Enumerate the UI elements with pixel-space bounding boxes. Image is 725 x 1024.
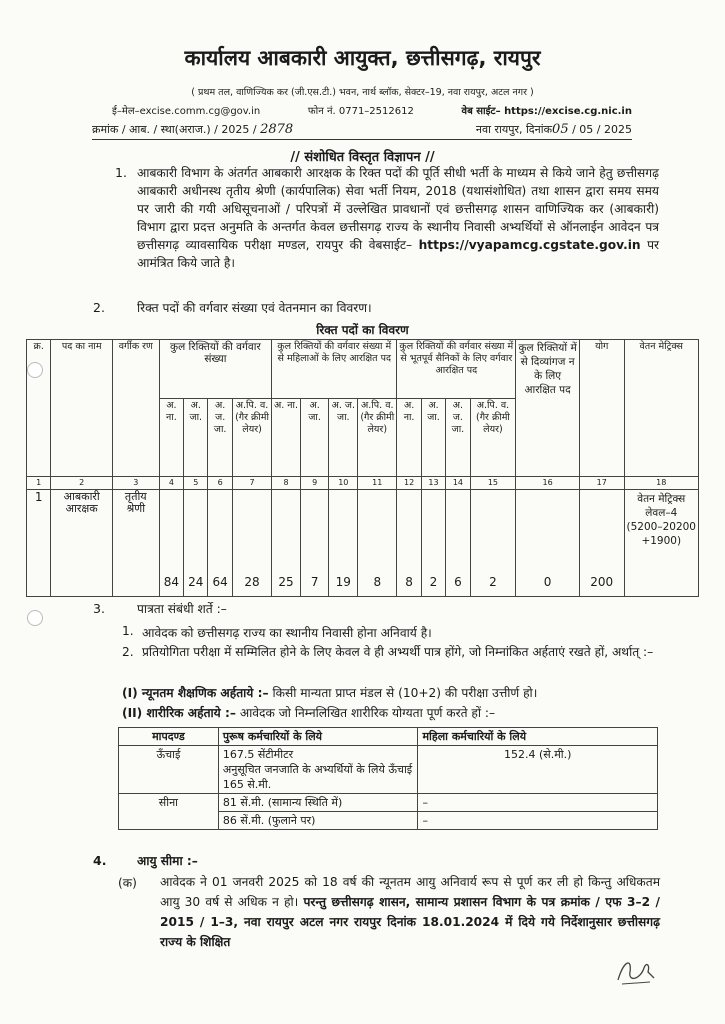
height-male-value: 167.5 सेंटीमीटर (222, 748, 294, 761)
para4-sub-label: (क) (118, 876, 137, 890)
signature-icon (610, 950, 660, 990)
row-divyang: 0 (516, 490, 580, 597)
punch-hole (27, 610, 43, 626)
subheader-ajja: अ. ज. जा. (329, 399, 358, 477)
subheader-aja: अ. जा. (421, 399, 445, 477)
date-handwritten-day: 05 (552, 122, 569, 137)
para3-item1-text: आवेदक को छत्तीसगढ़ राज्य का स्थानीय निवासी होना अनिवार्य है। (142, 626, 432, 640)
header-total: कुल रिक्तियों की वर्गवार संख्या (159, 340, 271, 399)
column-number-cell: 6 (208, 477, 232, 490)
row-exsm-ana: 8 (397, 490, 421, 597)
para2-text: रिक्त पदों की वर्गवार संख्या एवं वेतनमान का विवरण। (137, 301, 372, 315)
column-number-cell: 10 (329, 477, 358, 490)
row-women-ana: 25 (272, 490, 301, 597)
vacancy-table (26, 339, 699, 597)
column-number-cell: 13 (421, 477, 445, 490)
column-number-cell: 4 (159, 477, 183, 490)
column-number-cell: 16 (516, 477, 580, 490)
header-post: पद का नाम (51, 340, 113, 477)
height-female: 152.4 (से.मी.) (418, 746, 658, 794)
subheader-obc: अ.पि. व. (गैर क्रीमी लेयर) (358, 399, 397, 477)
para3-item2-text: प्रतियोगिता परीक्षा में सम्मिलित होने के लिए केवल वे ही अभ्यर्थी पात्र होंगे, जो निम्नांकित अर्हताएं रखते हों, अर्थात् :– (142, 645, 654, 659)
para1-number: 1. (115, 165, 127, 180)
para1-body: आबकारी विभाग के अंतर्गत आबकारी आरक्षक के रिक्त पदों की पूर्ति सीधी भर्ती के माध्यम से किये जाने हेतु छत्तीसगढ़ आबकारी अधीनस्थ तृतीय श्रेणी (कार्यपालिक) सेवा भर्ती नियम, 2018 (यथासंशोधित) तथा शासन द्वारा समय समय पर जारी की गयी अधिसूचनाओं / परिपत्रों में उल्लेखित प्रावधानों एवं छत्तीसगढ़ शासन वाणिज्यिक कर (आबकारी) विभाग द्वारा प्रदत्त अनुमति के अन्तर्गत केवल छत्तीसगढ़ राज्य के स्थानीय निवासी अभ्यर्थियों से ऑनलाईन आवेदन पत्र छत्तीसगढ़ व्यावसायिक परीक्षा मण्डल, रायपुर की वेबसाईट– (137, 166, 659, 252)
subheader-ana: अ. ना. (397, 399, 421, 477)
subheader-ana: अ. ना. (159, 399, 183, 477)
row-exsm-aja: 2 (421, 490, 445, 597)
phys-header-parameter: मापदण्ड (119, 728, 219, 746)
phys-header-male: पुरूष कर्मचारियों के लिये (218, 728, 418, 746)
para3-heading: पात्रता संबंधी शर्ते :– (137, 602, 227, 616)
education-text: किसी मान्यता प्राप्त मंडल से (10+2) की परीक्षा उत्तीर्ण हो। (272, 686, 538, 700)
education-label: (I) न्यूनतम शैक्षणिक अर्हताये :– (122, 686, 269, 700)
para3-item1-number: 1. (122, 624, 134, 638)
table-row (27, 490, 699, 597)
column-number-cell: 11 (358, 477, 397, 490)
chest-label: सीना (119, 794, 219, 830)
height-label: ऊँचाई (119, 746, 219, 794)
website-text: वेब साईट– https://excise.cg.nic.in (461, 106, 632, 117)
row-pay-matrix: वेतन मेट्रिक्स लेवल–4 (5200–20200 +1900) (624, 490, 698, 597)
subheader-aja: अ. जा. (300, 399, 329, 477)
chest-female-normal: – (418, 794, 658, 812)
row-total-ajja: 64 (208, 490, 232, 597)
subheader-ajja: अ. ज. जा. (208, 399, 232, 477)
header-yog: योग (579, 340, 624, 477)
header-sno: क्र. (27, 340, 51, 477)
column-number-cell: 8 (272, 477, 301, 490)
date-month-year: / 05 / 2025 (572, 123, 632, 136)
subheader-obc: अ.पि. व. (गैर क्रीमी लेयर) (232, 399, 271, 477)
education-qualification (122, 684, 537, 701)
row-exsm-obc: 2 (470, 490, 516, 597)
header-class: वर्गीक रण (112, 340, 159, 477)
age-relaxation-text: परन्तु छत्तीसगढ़ शासन, सामान्य प्रशासन विभाग के पत्र क्रमांक / एफ 3–2 / 2015 / 1–3, नवा रायपुर अटल नगर रायपुर दिनांक 18.01.2024 में दिये गये निर्देशानुसार छत्तीसगढ़ राज्य के शिक्षित (160, 895, 661, 949)
age-limit-text: आवेदक ने 01 जनवरी 2025 को 18 वर्ष की न्यूनतम आयु अनिवार्य रूप से पूर्ण कर ली हो किन्तु अधिकतम आयु 30 वर्ष से अधिक न हो। (160, 875, 660, 909)
subheader-obc: अ.पि. व. (गैर क्रीमी लेयर) (470, 399, 516, 477)
column-number-cell: 15 (470, 477, 516, 490)
phone-text: फोन नं. 0771–2512612 (307, 106, 414, 117)
office-address: ( प्रथम तल, वाणिज्यिक कर (जी.एस.टी.) भवन, नार्थ ब्लॉक, सेक्टर–19, नवा रायपुर, अटल नगर ) (191, 87, 534, 98)
row-yog: 200 (579, 490, 624, 597)
column-number-cell: 17 (579, 477, 624, 490)
para4-text (160, 872, 660, 952)
reference-number (92, 122, 293, 137)
reference-handwritten-number: 2878 (260, 122, 294, 137)
para4-number: 4. (93, 853, 107, 868)
para2-number: 2. (93, 300, 105, 315)
subheader-ajja: अ. ज. जा. (446, 399, 470, 477)
row-women-aja: 7 (300, 490, 329, 597)
column-number-row (27, 477, 699, 490)
date-label: नवा रायपुर, दिनांक (475, 123, 553, 136)
height-male (218, 746, 418, 794)
column-number-cell: 18 (624, 477, 698, 490)
para1-text (137, 164, 659, 272)
header-pay: वेतन मेट्रिक्स (624, 340, 698, 477)
header-women: कुल रिक्तियों की वर्गवार संख्या में से महिलाओं के लिए आरक्षित पद (272, 340, 397, 399)
para4-heading: आयु सीमा :– (137, 854, 198, 868)
physical-qualification (122, 704, 495, 721)
header-exsm: कुल रिक्तियों की वर्गवार संख्या में से भूतपूर्व सैनिकों के लिए वर्गवार आरक्षित पद (397, 340, 516, 399)
chest-male-normal: 81 सें.मी. (सामान्य स्थिति में) (218, 794, 418, 812)
chest-female-expanded: – (418, 812, 658, 830)
row-women-ajja: 19 (329, 490, 358, 597)
para1-tail: पर आमंत्रित किये जाते है। (137, 238, 660, 270)
column-number-cell: 2 (51, 477, 113, 490)
row-sno: 1 (27, 490, 51, 597)
row-total-obc: 28 (232, 490, 271, 597)
physical-label: (II) शारीरिक अर्हताये :– (122, 706, 236, 720)
email-text: ई–मेल–excise.comm.cg@gov.in (112, 106, 261, 117)
column-number-cell: 14 (446, 477, 470, 490)
row-exsm-ajja: 6 (446, 490, 470, 597)
chest-male-expanded: 86 सें.मी. (फुलाने पर) (218, 812, 418, 830)
column-number-cell: 12 (397, 477, 421, 490)
column-number-cell: 5 (184, 477, 208, 490)
header-divyang: कुल रिक्तियों में से दिव्यांगज न के लिए आरक्षित पद (516, 340, 580, 477)
subheader-aja: अ. जा. (184, 399, 208, 477)
row-women-obc: 8 (358, 490, 397, 597)
office-title: कार्यालय आबकारी आयुक्त, छत्तीसगढ़, रायपुर (184, 46, 541, 70)
phys-header-female: महिला कर्मचारियों के लिये (418, 728, 658, 746)
row-post: आबकारी आरक्षक (51, 490, 113, 597)
row-total-ana: 84 (159, 490, 183, 597)
column-number-cell: 9 (300, 477, 329, 490)
column-number-cell: 3 (112, 477, 159, 490)
row-total-aja: 24 (184, 490, 208, 597)
reference-line (92, 122, 632, 140)
subheader-ana: अ. ना. (272, 399, 301, 477)
date-text (476, 122, 632, 137)
vacancy-table-title: रिक्त पदों का विवरण (316, 323, 409, 337)
column-number-cell: 7 (232, 477, 271, 490)
reference-label: क्रमांक / आब. / स्था(अराज.) / 2025 / (92, 123, 257, 136)
para3-number: 3. (93, 601, 105, 616)
row-class: तृतीय श्रेणी (112, 490, 159, 597)
para3-item2-number: 2. (122, 645, 134, 659)
physical-standards-table (118, 727, 658, 830)
height-male-st-note: अनुसूचित जनजाति के अभ्यर्थियों के लिये ऊँचाई 165 से.मी. (222, 763, 413, 791)
vyapam-url-link[interactable]: https://vyapamcg.cgstate.gov.in (418, 238, 641, 252)
physical-text: आवेदक जो निम्नलिखित शारीरिक योग्यता पूर्ण करते हों :– (239, 706, 496, 720)
column-number-cell: 1 (27, 477, 51, 490)
contact-line (112, 103, 632, 117)
notice-title: // संशोधित विस्तृत विज्ञापन // (290, 150, 435, 165)
